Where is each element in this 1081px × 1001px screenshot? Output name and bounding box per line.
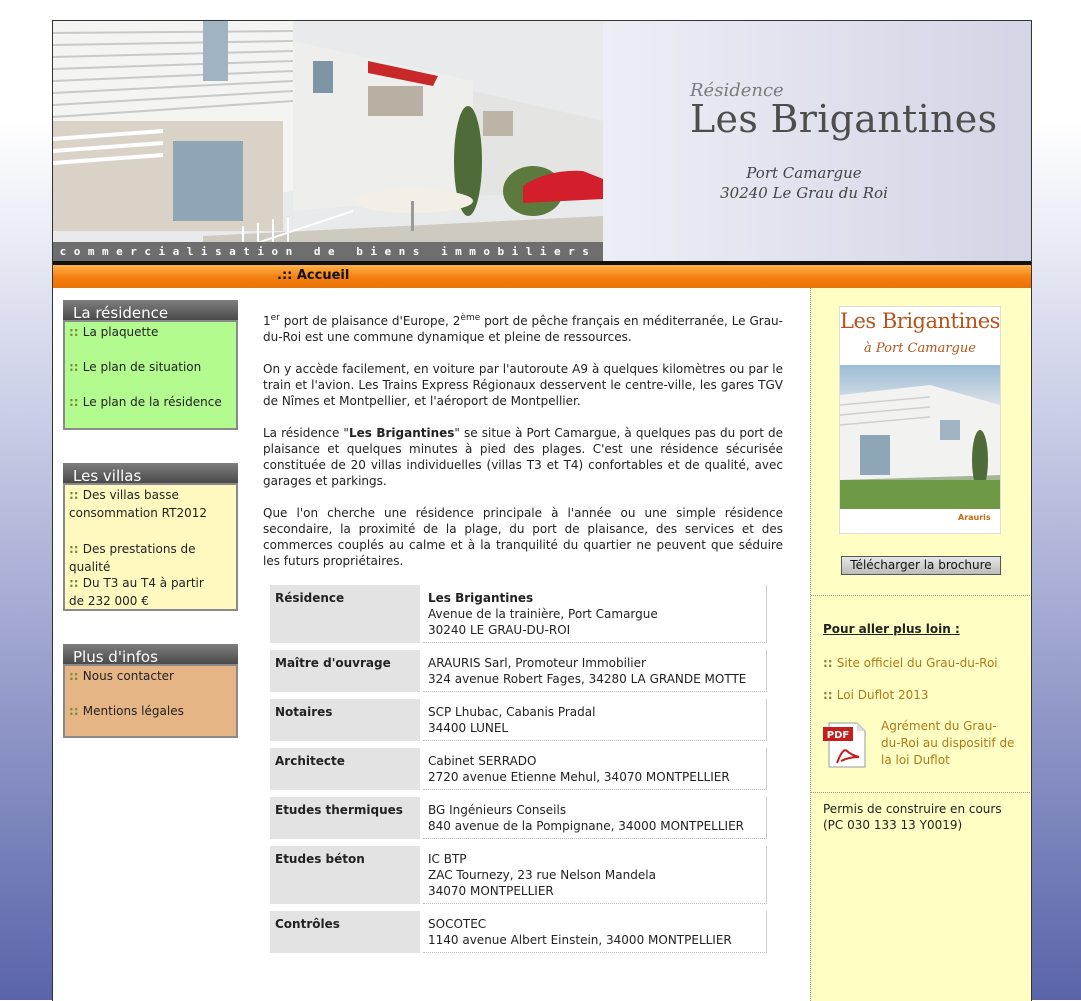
brochure-title: Les Brigantines xyxy=(840,309,1000,333)
row-value: SCP Lhubac, Cabanis Pradal 34400 LUNEL xyxy=(423,699,767,741)
row-value: Les Brigantines Avenue de la trainière, Port Camargue 30240 LE GRAU-DU-ROI xyxy=(423,585,767,643)
table-row xyxy=(270,846,767,904)
section-title-residence: La résidence xyxy=(63,300,238,320)
table-row xyxy=(270,911,767,953)
page-container xyxy=(52,20,1032,1001)
nav-accueil-link[interactable]: .:: Accueil xyxy=(277,268,350,283)
divider xyxy=(811,792,1032,793)
menu-box-villas xyxy=(63,483,238,611)
table-row xyxy=(270,797,767,839)
divider xyxy=(811,595,1032,596)
row-value: BG Ingénieurs Conseils 840 avenue de la Pompignane, 34000 MONTPELLIER xyxy=(423,797,767,839)
menu-item-plaquette[interactable]: :: La plaquette xyxy=(69,325,159,339)
row-value: ARAURIS Sarl, Promoteur Immobilier 324 avenue Robert Fages, 34280 LA GRANDE MOTTE xyxy=(423,650,767,692)
row-value: Cabinet SERRADO 2720 avenue Etienne Mehul, 34070 MONTPELLIER xyxy=(423,748,767,790)
building-permit: Permis de construire en cours (PC 030 133 13 Y0019) xyxy=(823,802,1002,832)
banner-strip-text: commercialisation de biens immobiliers xyxy=(53,242,603,261)
section-title-infos: Plus d'infos xyxy=(63,644,238,664)
menu-item-contact[interactable]: :: Nous contacter xyxy=(69,669,174,683)
header xyxy=(53,21,1031,261)
row-label: Etudes béton xyxy=(270,846,420,904)
menu-item-prestations[interactable]: :: Des prestations de qualité xyxy=(69,542,196,574)
row-label: Résidence xyxy=(270,585,420,643)
row-label: Maître d'ouvrage xyxy=(270,650,420,692)
nav-bar xyxy=(53,261,1031,288)
row-value: IC BTP ZAC Tournezy, 23 rue Nelson Mandela 34070 MONTPELLIER xyxy=(423,846,767,904)
menu-item-t3-t4[interactable]: :: Du T3 au T4 à partir de 232 000 € xyxy=(69,576,204,608)
row-label: Notaires xyxy=(270,699,420,741)
row-label: Architecte xyxy=(270,748,420,790)
pdf-icon[interactable] xyxy=(823,721,869,769)
villa-illustration xyxy=(53,21,603,261)
menu-item-plan-situation[interactable]: :: Le plan de situation xyxy=(69,360,202,374)
link-grau-du-roi[interactable]: :: Site officiel du Grau-du-Roi xyxy=(823,656,998,670)
row-value: SOCOTEC 1140 avenue Albert Einstein, 34000 MONTPELLIER xyxy=(423,911,767,953)
access-paragraph: On y accède facilement, en voiture par l'autoroute A9 à quelques kilomètres ou par le train et l'avion. Les Trains Express Régionaux desservent le centre-ville, les gares TGV de Nîmes et Montpellier, et l'aéroport de Montpellier. xyxy=(263,362,783,408)
row-label: Etudes thermiques xyxy=(270,797,420,839)
row-label: Contrôles xyxy=(270,911,420,953)
table-row xyxy=(270,650,767,692)
hero-image xyxy=(53,21,603,261)
right-sidebar xyxy=(810,288,1032,1001)
section-title-villas: Les villas xyxy=(63,463,238,483)
brochure-image xyxy=(840,365,1000,509)
menu-box-residence xyxy=(63,320,238,430)
header-address-line2: 30240 Le Grau du Roi xyxy=(720,184,888,202)
residence-word: Résidence xyxy=(690,80,784,101)
intro-paragraph: 1er port de plaisance d'Europe, 2ème port de pêche français en méditerranée, Le Grau-du-Roi est une commune dynamique et pleine de ressources. xyxy=(263,313,783,344)
download-brochure-button[interactable]: Télécharger la brochure xyxy=(841,556,1001,575)
main-content xyxy=(263,313,783,585)
menu-item-basse-consommation[interactable]: :: Des villas basse consommation RT2012 xyxy=(69,488,208,520)
info-table xyxy=(270,578,767,960)
header-address-line1: Port Camargue xyxy=(746,164,862,182)
residence-paragraph: La résidence "Les Brigantines" se situe à Port Camargue, à quelques pas du port de plaisance et quelques minutes à pied des plages. C'est une résidence sécurisée constituée de 20 villas individuelles (villas T3 et T4) confortables et de qualité, avec garages et parkings. xyxy=(263,426,784,488)
table-row xyxy=(270,699,767,741)
link-loi-duflot[interactable]: :: Loi Duflot 2013 xyxy=(823,688,929,702)
menu-item-plan-residence[interactable]: :: Le plan de la résidence xyxy=(69,395,222,409)
brochure-cover[interactable] xyxy=(839,306,1001,534)
menu-item-mentions[interactable]: :: Mentions légales xyxy=(69,704,184,718)
brochure-logo: Arauris xyxy=(958,513,991,522)
pdf-label: PDF xyxy=(826,730,850,741)
link-agrement-pdf[interactable]: Agrément du Grau-du-Roi au dispositif de la loi Duflot xyxy=(881,719,1015,767)
brochure-subtitle: à Port Camargue xyxy=(864,341,976,356)
menu-box-infos xyxy=(63,664,238,738)
table-row xyxy=(270,748,767,790)
site-title: Les Brigantines xyxy=(690,97,998,141)
location-paragraph: Que l'on cherche une résidence principale à l'année ou une simple résidence secondaire, la proximité de la plage, du port de plaisance, des services et des commerces couplés au calme et à la tranquilité du quartier ne peuvent que séduire les futurs propriétaires. xyxy=(263,506,783,568)
table-row xyxy=(270,585,767,643)
further-title: Pour aller plus loin : xyxy=(823,622,960,636)
